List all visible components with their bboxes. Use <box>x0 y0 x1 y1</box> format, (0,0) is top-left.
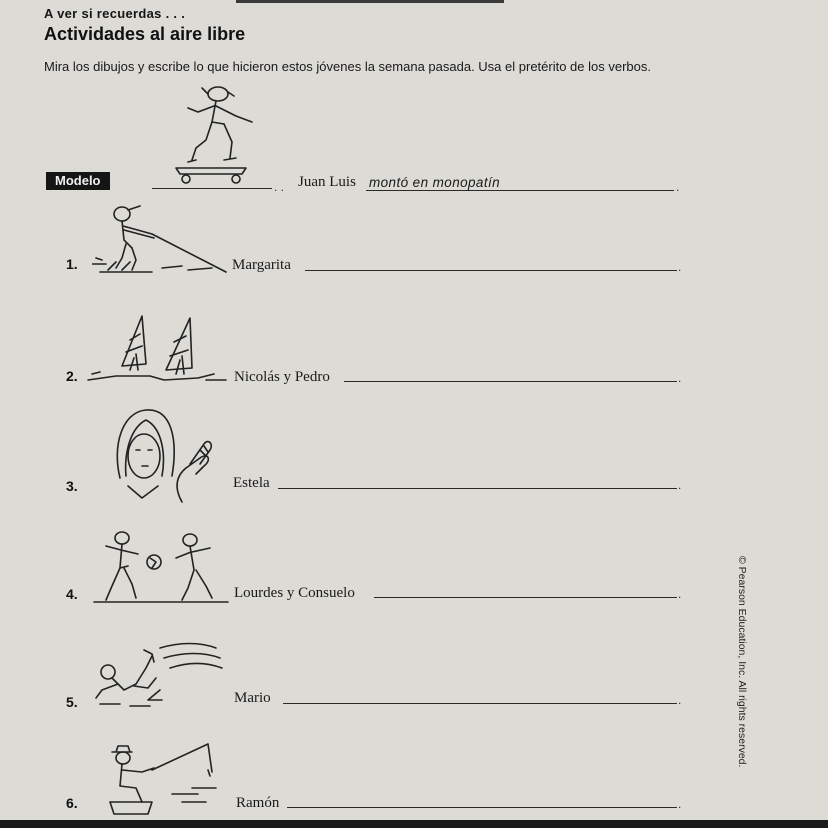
modelo-period: . <box>676 180 680 194</box>
screen-bottom-edge <box>0 820 828 828</box>
modelo-answer-line <box>366 190 674 191</box>
copyright-notice <box>736 556 750 768</box>
item-answer-line-6[interactable] <box>287 807 677 808</box>
item-period-3: . <box>678 478 682 492</box>
modelo-dots: . . <box>274 180 285 194</box>
header-bar <box>236 0 504 3</box>
item-answer-line-2[interactable] <box>344 381 677 382</box>
waterskier-drawing <box>92 200 232 280</box>
item-answer-line-5[interactable] <box>283 703 677 704</box>
copyright-text: © Pearson Education, Inc. All rights reserved. <box>736 556 748 768</box>
item-label-5: Mario <box>234 690 271 706</box>
item-label-3: Estela <box>233 475 270 491</box>
windsurfers-drawing <box>86 314 232 386</box>
item-period-1: . <box>678 260 682 274</box>
modelo-answer: montó en monopatín <box>369 175 501 190</box>
item-number-1: 1. <box>66 256 78 272</box>
item-answer-line-4[interactable] <box>374 597 677 598</box>
modelo-badge: Modelo <box>46 172 110 190</box>
skateboarder-drawing <box>162 82 262 190</box>
falling-boy-drawing <box>90 640 230 712</box>
item-label-4: Lourdes y Consuelo <box>234 585 355 601</box>
item-answer-line-1[interactable] <box>305 270 677 271</box>
item-period-6: . <box>678 797 682 811</box>
item-number-5: 5. <box>66 694 78 710</box>
item-label-1: Margarita <box>232 257 291 273</box>
girl-with-bandaged-finger-drawing <box>112 406 216 506</box>
soccer-players-drawing <box>92 528 232 606</box>
item-period-4: . <box>678 587 682 601</box>
fisherman-drawing <box>102 742 234 816</box>
item-period-5: . <box>678 693 682 707</box>
item-answer-line-3[interactable] <box>278 488 677 489</box>
item-number-3: 3. <box>66 478 78 494</box>
item-number-4: 4. <box>66 586 78 602</box>
item-label-6: Ramón <box>236 795 280 811</box>
item-label-2: Nicolás y Pedro <box>234 369 330 385</box>
instructions-text: Mira los dibujos y escribe lo que hicieron estos jóvenes la semana pasada. Usa el pretérito de los verbos. <box>44 59 651 74</box>
item-number-2: 2. <box>66 368 78 384</box>
item-number-6: 6. <box>66 795 78 811</box>
section-kicker: A ver si recuerdas . . . <box>44 6 186 21</box>
modelo-name: Juan Luis <box>298 174 356 190</box>
item-period-2: . <box>678 371 682 385</box>
page-title: Actividades al aire libre <box>44 24 246 44</box>
